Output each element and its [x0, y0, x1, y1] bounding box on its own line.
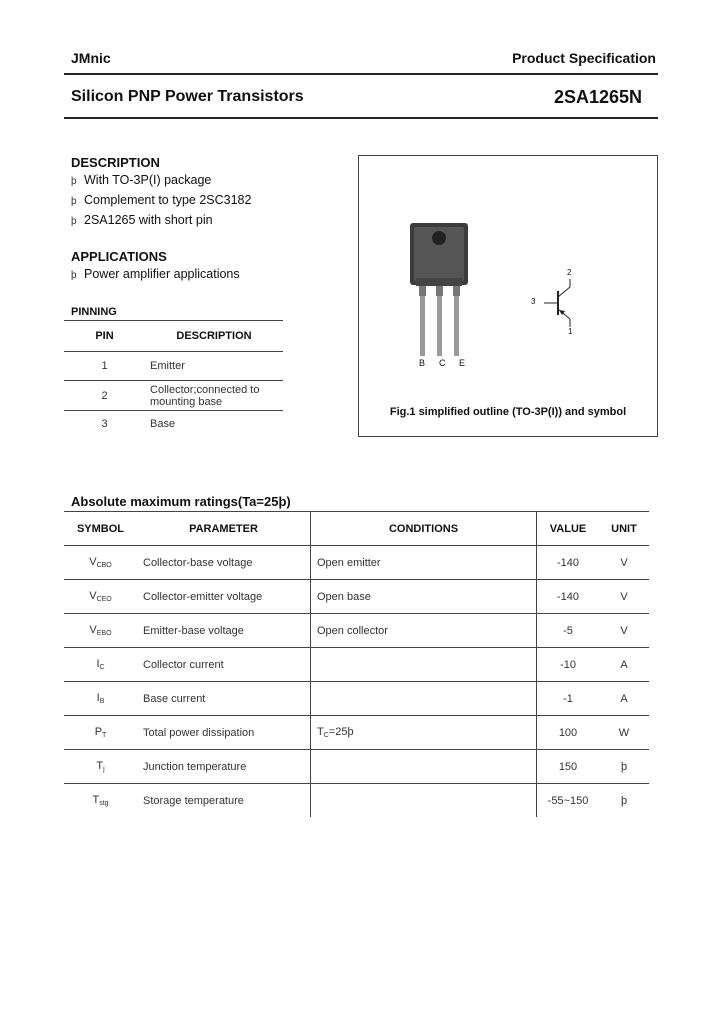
symbol-pin-label: 2: [567, 268, 572, 277]
description-list: [71, 171, 251, 231]
ratings-row: [64, 546, 649, 580]
conditions-cell: [311, 648, 537, 682]
parameter-column-header: PARAMETER: [137, 512, 311, 546]
lead-base: [420, 286, 425, 356]
title-rule: [64, 117, 658, 119]
description-heading: DESCRIPTION: [71, 155, 160, 170]
figure-caption: Fig.1 simplified outline (TO-3P(I)) and symbol: [389, 406, 627, 418]
parameter-cell: Collector-base voltage: [137, 546, 311, 580]
lead-collector: [437, 286, 442, 356]
description-item: þ With TO-3P(I) package: [71, 171, 251, 191]
pinning-header-row: [64, 321, 283, 352]
value-cell: -1: [537, 682, 600, 716]
pinning-row: [64, 381, 283, 411]
application-item: þ Power amplifier applications: [71, 265, 240, 285]
parameter-cell: Base current: [137, 682, 311, 716]
conditions-cell: Open base: [311, 580, 537, 614]
symbol-cell: $I_B$: [64, 682, 137, 716]
unit-cell: V: [599, 580, 649, 614]
conditions-column-header: CONDITIONS: [311, 512, 537, 546]
value-cell: -140: [537, 546, 600, 580]
applications-heading: APPLICATIONS: [71, 249, 167, 264]
parameter-cell: Total power dissipation: [137, 716, 311, 750]
lead-label-c: C: [439, 358, 446, 368]
value-cell: 150: [537, 750, 600, 784]
unit-cell: þ: [599, 750, 649, 784]
pnp-transistor-symbol: [540, 275, 580, 335]
symbol-cell: $T_j$: [64, 750, 137, 784]
ratings-row: [64, 614, 649, 648]
to3p-package-illustration: [400, 218, 480, 368]
conditions-cell: Open emitter: [311, 546, 537, 580]
pin-column-header: PIN: [64, 321, 145, 352]
value-cell: 100: [537, 716, 600, 750]
description-item: þ Complement to type 2SC3182: [71, 191, 251, 211]
lead-emitter: [454, 286, 459, 356]
bullet-mark: þ: [71, 216, 77, 227]
part-number: 2SA1265N: [553, 87, 642, 107]
pinning-row: [64, 352, 283, 381]
pinning-row: [64, 411, 283, 437]
value-cell: -5: [537, 614, 600, 648]
conditions-cell: [311, 682, 537, 716]
value-column-header: VALUE: [537, 512, 600, 546]
company-name: JMnic: [71, 50, 111, 66]
conditions-cell: Open collector: [311, 614, 537, 648]
pin-description: Emitter: [145, 352, 283, 381]
parameter-cell: Storage temperature: [143, 794, 244, 807]
value-cell: -10: [537, 648, 600, 682]
unit-cell: V: [599, 546, 649, 580]
symbol-cell: $V_{CBO}$: [64, 546, 137, 580]
unit-column-header: UNIT: [599, 512, 649, 546]
pin-number: 1: [64, 352, 145, 381]
parameter-cell: Emitter-base voltage: [137, 614, 311, 648]
ratings-heading: Absolute maximum ratings(Ta=25þ): [71, 494, 291, 509]
bullet-mark: þ: [71, 176, 77, 187]
value-cell: -55~150: [537, 784, 600, 818]
unit-cell: A: [599, 648, 649, 682]
ratings-row: [64, 580, 649, 614]
lead-label-e: E: [459, 358, 466, 368]
symbol-cell: $T_{stg}$: [92, 794, 109, 807]
mounting-hole: [432, 231, 446, 245]
pin-description: Collector;connected to mounting base: [145, 381, 283, 411]
pin-description-column-header: DESCRIPTION: [145, 321, 283, 352]
symbol-pin-label: 3: [531, 297, 536, 306]
pin-number: 2: [64, 381, 145, 411]
parameter-cell: Junction temperature: [137, 750, 311, 784]
symbol-column-header: SYMBOL: [64, 512, 137, 546]
ratings-row: [64, 784, 649, 818]
unit-cell: þ: [620, 794, 628, 807]
parameter-cell: Collector current: [137, 648, 311, 682]
symbol-cell: $V_{CEO}$: [64, 580, 137, 614]
ratings-header-row: [64, 512, 649, 546]
header-rule: [64, 73, 658, 75]
conditions-cell: [311, 784, 537, 818]
parameter-cell: Collector-emitter voltage: [137, 580, 311, 614]
lead-label-b: B: [419, 358, 426, 368]
value-cell: -140: [537, 580, 600, 614]
document-type: Product Specification: [512, 50, 656, 66]
pinning-table: [64, 321, 283, 437]
conditions-cell: [311, 750, 537, 784]
product-description-title: Silicon PNP Power Transistors: [71, 88, 304, 105]
unit-cell: A: [599, 682, 649, 716]
ratings-row: [64, 682, 649, 716]
applications-list: [71, 265, 240, 285]
symbol-cell: $V_{EBO}$: [64, 614, 137, 648]
bullet-mark: þ: [71, 196, 77, 207]
symbol-cell: $I_C$: [64, 648, 137, 682]
symbol-cell: $P_T$: [64, 716, 137, 750]
unit-cell: W: [599, 716, 649, 750]
pin-description: Base: [150, 417, 176, 430]
ratings-row: [64, 716, 649, 750]
description-item: þ 2SA1265 with short pin: [71, 211, 251, 231]
pin-number: 3: [101, 417, 108, 430]
ratings-row: [64, 648, 649, 682]
ratings-row: [64, 750, 649, 784]
ratings-table: [64, 511, 649, 817]
pinning-heading: PINNING: [71, 306, 117, 318]
unit-cell: V: [599, 614, 649, 648]
bullet-mark: þ: [71, 270, 77, 281]
symbol-pin-label: 1: [568, 327, 573, 336]
conditions-cell: $T_C=25þ$: [311, 716, 537, 750]
